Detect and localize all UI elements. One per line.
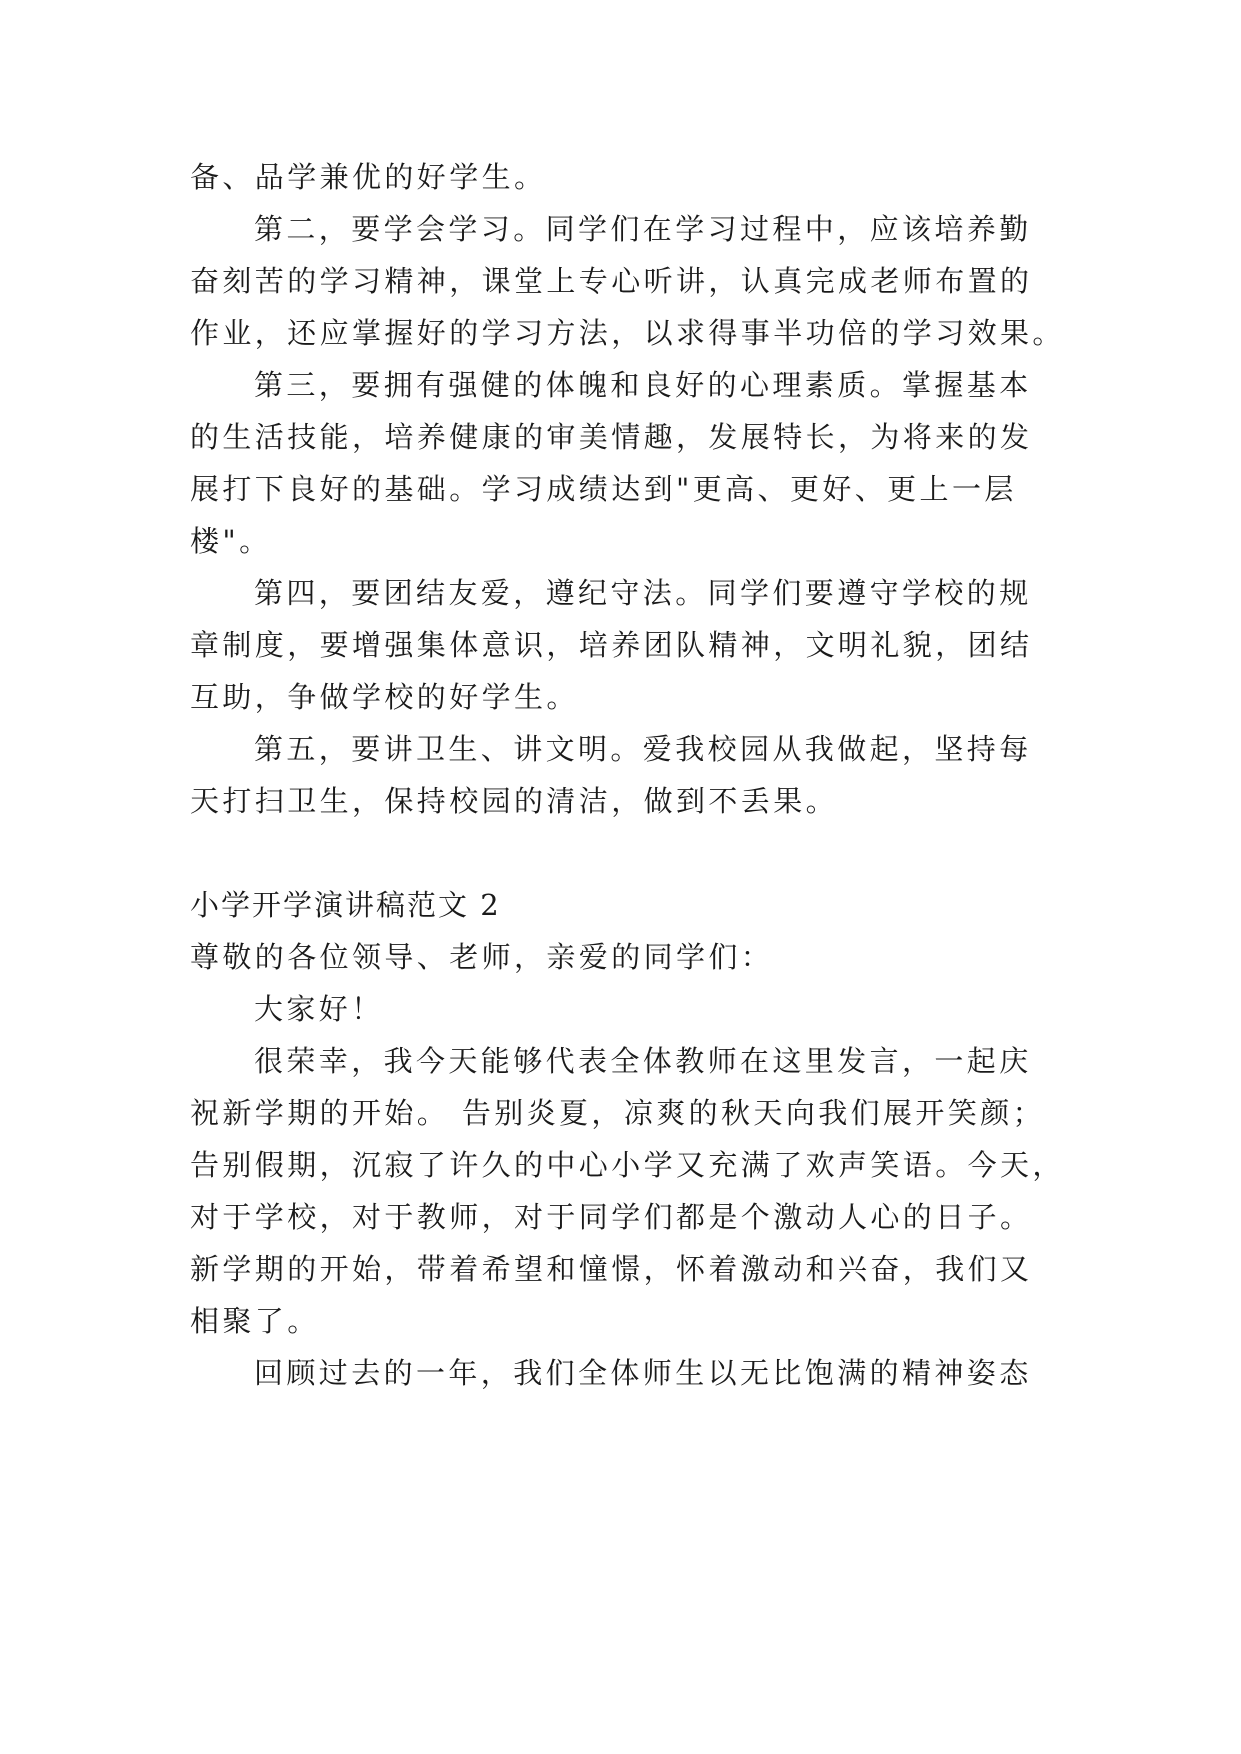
paragraph-line: 祝新学期的开始。 告别炎夏，凉爽的秋天向我们展开笑颜；: [190, 1096, 1046, 1130]
paragraph-line: 第二，要学会学习。同学们在学习过程中，应该培养勤: [254, 212, 1032, 246]
paragraph-line: 作业，还应掌握好的学习方法，以求得事半功倍的学习效果。: [190, 316, 1065, 350]
paragraph-line: 很荣幸，我今天能够代表全体教师在这里发言，一起庆: [254, 1044, 1032, 1078]
paragraph-line: 章制度，要增强集体意识，培养团队精神，文明礼貌，团结: [190, 628, 1033, 662]
paragraph-line: 第五，要讲卫生、讲文明。爱我校园从我做起，坚持每: [254, 732, 1032, 766]
paragraph-line: 第三，要拥有强健的体魄和良好的心理素质。掌握基本: [254, 368, 1032, 402]
paragraph-line: 第四，要团结友爱，遵纪守法。同学们要遵守学校的规: [254, 576, 1032, 610]
section-heading: 小学开学演讲稿范文 2: [190, 888, 501, 922]
paragraph-line: 展打下良好的基础。学习成绩达到"更高、更好、更上一层: [190, 472, 1017, 506]
paragraph-line: 奋刻苦的学习精神，课堂上专心听讲，认真完成老师布置的: [190, 264, 1033, 298]
paragraph-line: 对于学校，对于教师，对于同学们都是个激动人心的日子。: [190, 1200, 1033, 1234]
paragraph-line: 楼"。: [190, 524, 272, 558]
paragraph-line: 新学期的开始，带着希望和憧憬，怀着激动和兴奋，我们又: [190, 1252, 1033, 1286]
greeting: 大家好！: [254, 992, 384, 1026]
salutation: 尊敬的各位领导、老师，亲爱的同学们：: [190, 940, 774, 974]
paragraph-line: 的生活技能，培养健康的审美情趣，发展特长，为将来的发: [190, 420, 1033, 454]
paragraph-line: 天打扫卫生，保持校园的清洁，做到不丢果。: [190, 784, 839, 818]
paragraph-line: 告别假期，沉寂了许久的中心小学又充满了欢声笑语。今天，: [190, 1148, 1065, 1182]
paragraph-line: 回顾过去的一年，我们全体师生以无比饱满的精神姿态: [254, 1356, 1032, 1390]
paragraph-line: 相聚了。: [190, 1304, 320, 1338]
paragraph-line: 互助，争做学校的好学生。: [190, 680, 579, 714]
paragraph-line: 备、品学兼优的好学生。: [190, 160, 547, 194]
